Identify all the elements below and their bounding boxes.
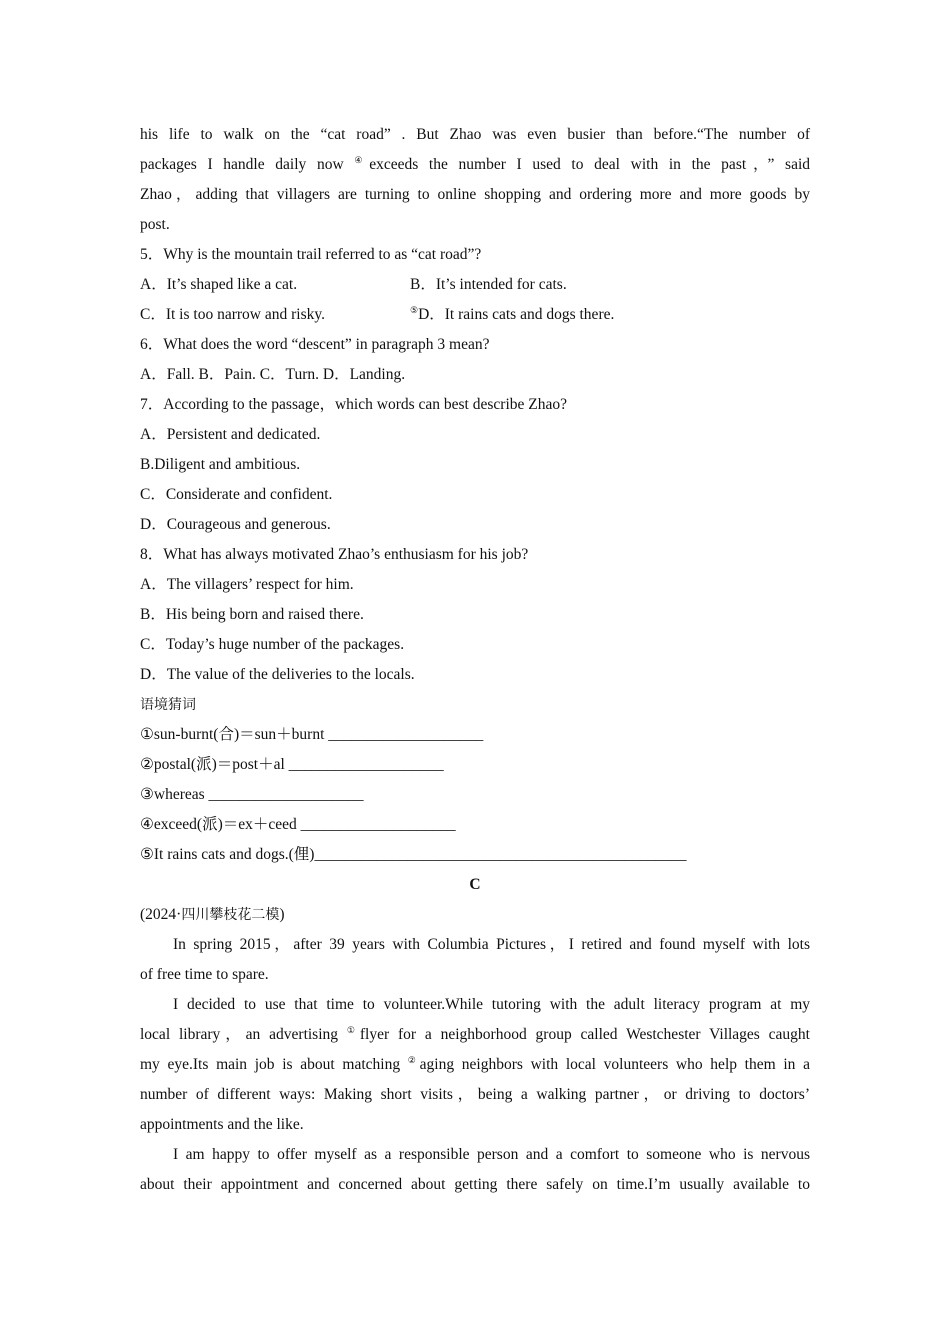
vocab-title: 语境猜词 [140,697,196,713]
option-a[interactable]: A．The villagers’ respect for him. [140,576,354,593]
text-segment: local library，an advertising [140,1026,347,1043]
option-c[interactable]: C．It is too narrow and risky. [140,306,325,323]
text-segment: exceeds the number I used to deal with in the past，” said [369,156,811,173]
question-8-stem: 8．What has always motivated Zhao’s enthusiasm for his job? [140,546,529,563]
passage-c-source [140,900,810,930]
option-d-text: D．It rains cats and dogs there. [418,306,615,323]
passage-b-line-1: his life to walk on the “cat road” . But Zhao was even busier than before.“The number of [140,126,810,143]
footnote-marker-4: ④ [354,155,370,165]
passage-c-p2-line-2 [140,1020,810,1050]
vocab-item-1[interactable]: ①sun-burnt(合)＝sun＋burnt ____________________ [140,726,484,743]
question-7-stem: 7．According to the passage，which words can best describe Zhao? [140,396,567,413]
source-name: 四川攀枝花二模 [181,907,280,923]
passage-c-p1-line-1: In spring 2015，after 39 years with Columbia Pictures，I retired and found myself with lots [173,936,810,953]
passage-c-p3-line-1: I am happy to offer myself as a responsible person and a comfort to someone who is nervous [173,1146,810,1163]
passage-c-p2-line-3 [140,1050,810,1080]
document-page [140,120,810,1200]
passage-b-line-2 [140,150,810,180]
passage-c-p1-line-2: of free time to spare. [140,966,269,983]
source-prefix: (2024· [140,906,182,923]
option-b[interactable]: B．His being born and raised there. [140,606,364,623]
option-c[interactable]: C．Considerate and confident. [140,486,333,503]
vocab-item-5[interactable]: ⑤It rains cats and dogs.(俚)________________________________________________ [140,846,687,863]
source-suffix: ) [279,906,285,923]
passage-c-p2-line-5: appointments and the like. [140,1116,304,1133]
question-5-options-ab [140,270,810,300]
option-b[interactable]: B.Diligent and ambitious. [140,456,301,473]
option-a[interactable]: A．It’s shaped like a cat. [140,276,298,293]
text-segment: flyer for a neighborhood group called Westchester Villages caught [359,1026,810,1043]
text-segment: my eye.Its main job is about matching [140,1056,408,1073]
question-6-stem: 6．What does the word “descent” in paragraph 3 mean? [140,336,490,353]
option-d[interactable] [410,306,614,323]
footnote-marker-2: ② [407,1055,420,1065]
text-segment: aging neighbors with local volunteers who help them in a [419,1056,810,1073]
question-6-options[interactable]: A．Fall. B．Pain. C．Turn. D．Landing. [140,366,406,383]
passage-c-p2-line-4: number of different ways: Making short visits，being a walking partner，or driving to doctors’ [140,1086,810,1103]
footnote-marker-1: ① [346,1025,360,1035]
passage-c-p2-line-1: I decided to use that time to volunteer.While tutoring with the adult literacy program at my [173,996,810,1013]
vocab-item-4[interactable]: ④exceed(派)＝ex＋ceed ____________________ [140,816,456,833]
section-heading-c: C [469,876,481,893]
footnote-marker-5: ⑤ [410,305,419,315]
passage-c-p3-line-2: about their appointment and concerned about getting there safely on time.I’m usually available to [140,1176,810,1193]
passage-b-line-4: post. [140,216,170,233]
question-5-stem: 5．Why is the mountain trail referred to as “cat road”? [140,246,482,263]
option-a[interactable]: A．Persistent and dedicated. [140,426,321,443]
passage-b-line-3: Zhao，adding that villagers are turning to online shopping and ordering more and more goods by [140,186,810,203]
option-c[interactable]: C．Today’s huge number of the packages. [140,636,405,653]
vocab-item-2[interactable]: ②postal(派)＝post＋al ____________________ [140,756,444,773]
option-d[interactable]: D．The value of the deliveries to the locals. [140,666,415,683]
question-5-options-cd [140,300,810,330]
option-b[interactable]: B．It’s intended for cats. [410,276,567,293]
vocab-item-3[interactable]: ③whereas ____________________ [140,786,364,803]
text-segment: packages I handle daily now [140,156,355,173]
option-d[interactable]: D．Courageous and generous. [140,516,331,533]
